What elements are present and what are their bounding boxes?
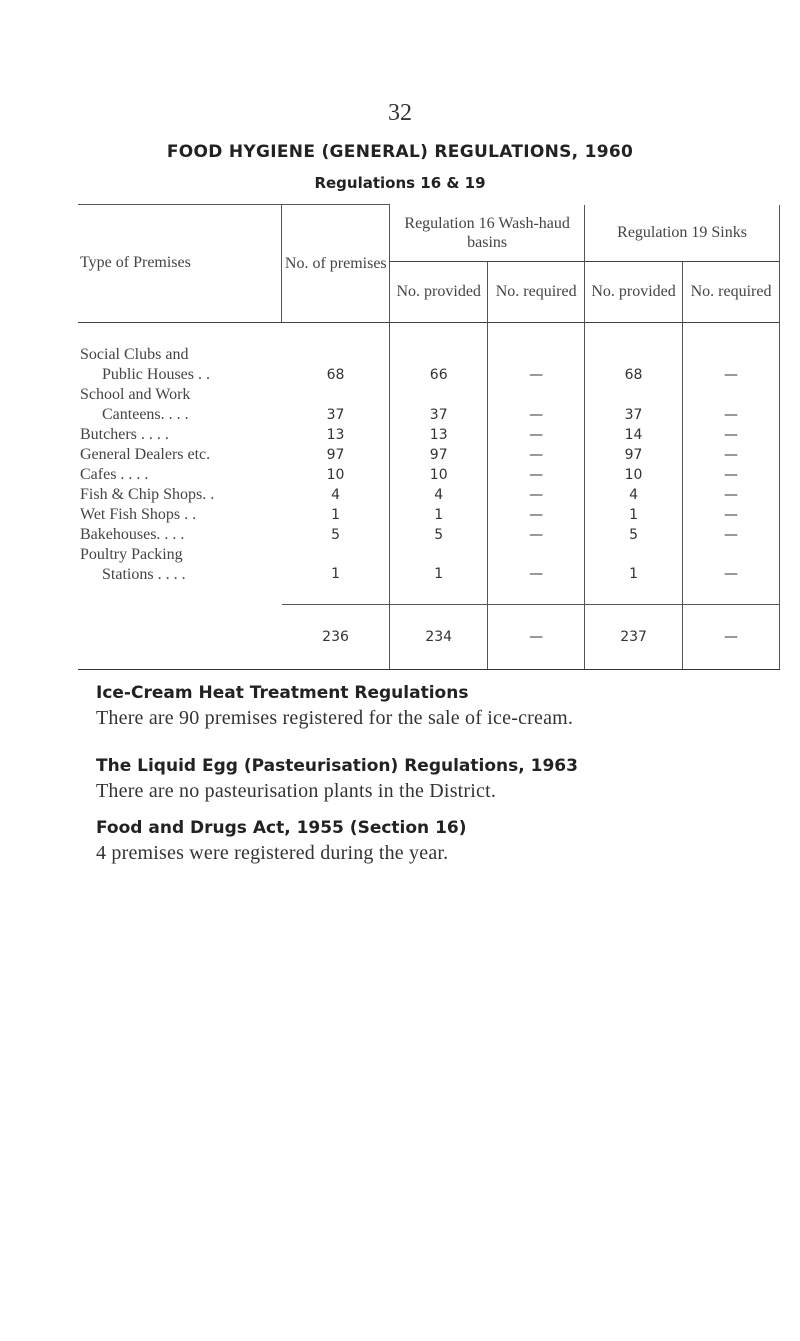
reg19-provided: 14 bbox=[585, 425, 683, 445]
reg16-required: — bbox=[488, 322, 585, 385]
reg16-provided: 97 bbox=[390, 445, 488, 465]
reg16-required: — bbox=[488, 525, 585, 545]
reg19-required: — bbox=[683, 425, 780, 445]
total-reg19-required: — bbox=[683, 605, 780, 670]
reg19-provided: 10 bbox=[585, 465, 683, 485]
reg16-provided: 1 bbox=[390, 545, 488, 605]
premises-count: 97 bbox=[326, 446, 345, 463]
page-title: FOOD HYGIENE (GENERAL) REGULATIONS, 1960 bbox=[166, 142, 634, 162]
premises-count: 37 bbox=[326, 406, 345, 423]
table-row bbox=[78, 385, 780, 425]
reg16-required: — bbox=[488, 505, 585, 525]
premises-count: 10 bbox=[326, 466, 345, 483]
premises-type: Bakehouses. . . . bbox=[80, 525, 185, 543]
reg16-provided: 1 bbox=[390, 505, 488, 525]
liquid-egg-section bbox=[96, 756, 578, 803]
total-reg16-required: — bbox=[488, 605, 585, 670]
reg16-required: — bbox=[488, 545, 585, 605]
reg16-provided: 37 bbox=[390, 385, 488, 425]
section-heading: Food and Drugs Act, 1955 (Section 16) bbox=[96, 818, 467, 838]
premises-type: Fish & Chip Shops. . bbox=[80, 485, 215, 503]
section-body: There are no pasteurisation plants in the District. bbox=[96, 780, 497, 802]
section-heading: Ice-Cream Heat Treatment Regulations bbox=[96, 683, 469, 703]
premises-count: 5 bbox=[331, 526, 340, 543]
reg19-provided: 1 bbox=[585, 545, 683, 605]
premises-table bbox=[78, 204, 780, 670]
ice-cream-section bbox=[96, 683, 573, 730]
premises-count: 1 bbox=[331, 506, 340, 523]
reg16-required: — bbox=[488, 445, 585, 465]
reg16-required: — bbox=[488, 485, 585, 505]
header-reg16-required: No. required bbox=[488, 261, 585, 322]
table-row bbox=[78, 525, 780, 545]
table-row bbox=[78, 322, 780, 385]
header-regulation-19: Regulation 19 Sinks bbox=[585, 205, 780, 262]
header-reg19-required: No. required bbox=[683, 261, 780, 322]
reg19-provided: 4 bbox=[585, 485, 683, 505]
premises-count: 4 bbox=[331, 486, 340, 503]
reg16-required: — bbox=[488, 465, 585, 485]
reg16-provided: 4 bbox=[390, 485, 488, 505]
premises-type-line2: Canteens. . . . bbox=[102, 405, 189, 423]
reg19-provided: 5 bbox=[585, 525, 683, 545]
premises-type-line1: Poultry Packing bbox=[80, 545, 183, 563]
table-row bbox=[78, 545, 780, 605]
table-row bbox=[78, 445, 780, 465]
premises-type: Butchers . . . . bbox=[80, 425, 169, 443]
totals-row bbox=[78, 605, 780, 670]
food-and-drugs-section bbox=[96, 818, 467, 865]
premises-count: 68 bbox=[326, 366, 345, 383]
header-type-of-premises: Type of Premises bbox=[78, 205, 282, 323]
reg19-required: — bbox=[683, 525, 780, 545]
premises-type-line1: Social Clubs and bbox=[80, 345, 189, 363]
reg19-required: — bbox=[683, 445, 780, 465]
reg19-provided: 68 bbox=[585, 322, 683, 385]
reg16-required: — bbox=[488, 425, 585, 445]
section-body: 4 premises were registered during the year. bbox=[96, 842, 449, 864]
premises-type-line2: Stations . . . . bbox=[102, 565, 186, 583]
table-row bbox=[78, 425, 780, 445]
reg19-required: — bbox=[683, 485, 780, 505]
reg16-provided: 10 bbox=[390, 465, 488, 485]
reg19-provided: 37 bbox=[585, 385, 683, 425]
section-body: There are 90 premises registered for the sale of ice-cream. bbox=[96, 707, 574, 729]
premises-type-line2: Public Houses . . bbox=[102, 365, 210, 383]
reg16-provided: 5 bbox=[390, 525, 488, 545]
reg19-provided: 97 bbox=[585, 445, 683, 465]
reg19-required: — bbox=[683, 385, 780, 425]
header-reg19-provided: No. provided bbox=[585, 261, 683, 322]
header-regulation-16: Regulation 16 Wash-haud basins bbox=[390, 205, 585, 262]
page-number: 32 bbox=[388, 100, 412, 126]
total-reg19-provided: 237 bbox=[585, 605, 683, 670]
premises-count: 1 bbox=[331, 566, 340, 582]
total-reg16-provided: 234 bbox=[390, 605, 488, 670]
header-reg16-provided: No. provided bbox=[390, 261, 488, 322]
reg19-required: — bbox=[683, 505, 780, 525]
page-subtitle: Regulations 16 & 19 bbox=[314, 174, 486, 192]
premises-type-line1: School and Work bbox=[80, 385, 191, 403]
header-number-of-premises: No. of premises bbox=[282, 205, 390, 323]
table-row bbox=[78, 485, 780, 505]
reg19-required: — bbox=[683, 322, 780, 385]
reg16-provided: 13 bbox=[390, 425, 488, 445]
reg19-required: — bbox=[683, 465, 780, 485]
premises-type: Cafes . . . . bbox=[80, 465, 149, 483]
table-row bbox=[78, 505, 780, 525]
section-heading: The Liquid Egg (Pasteurisation) Regulations, 1963 bbox=[96, 756, 578, 776]
reg16-provided: 66 bbox=[390, 322, 488, 385]
premises-count: 13 bbox=[326, 426, 345, 443]
reg16-required: — bbox=[488, 385, 585, 425]
total-premises-count: 236 bbox=[282, 605, 390, 670]
premises-type: Wet Fish Shops . . bbox=[80, 505, 197, 523]
premises-type: General Dealers etc. bbox=[80, 445, 211, 463]
table-row bbox=[78, 465, 780, 485]
reg19-provided: 1 bbox=[585, 505, 683, 525]
reg19-required: — bbox=[683, 545, 780, 605]
